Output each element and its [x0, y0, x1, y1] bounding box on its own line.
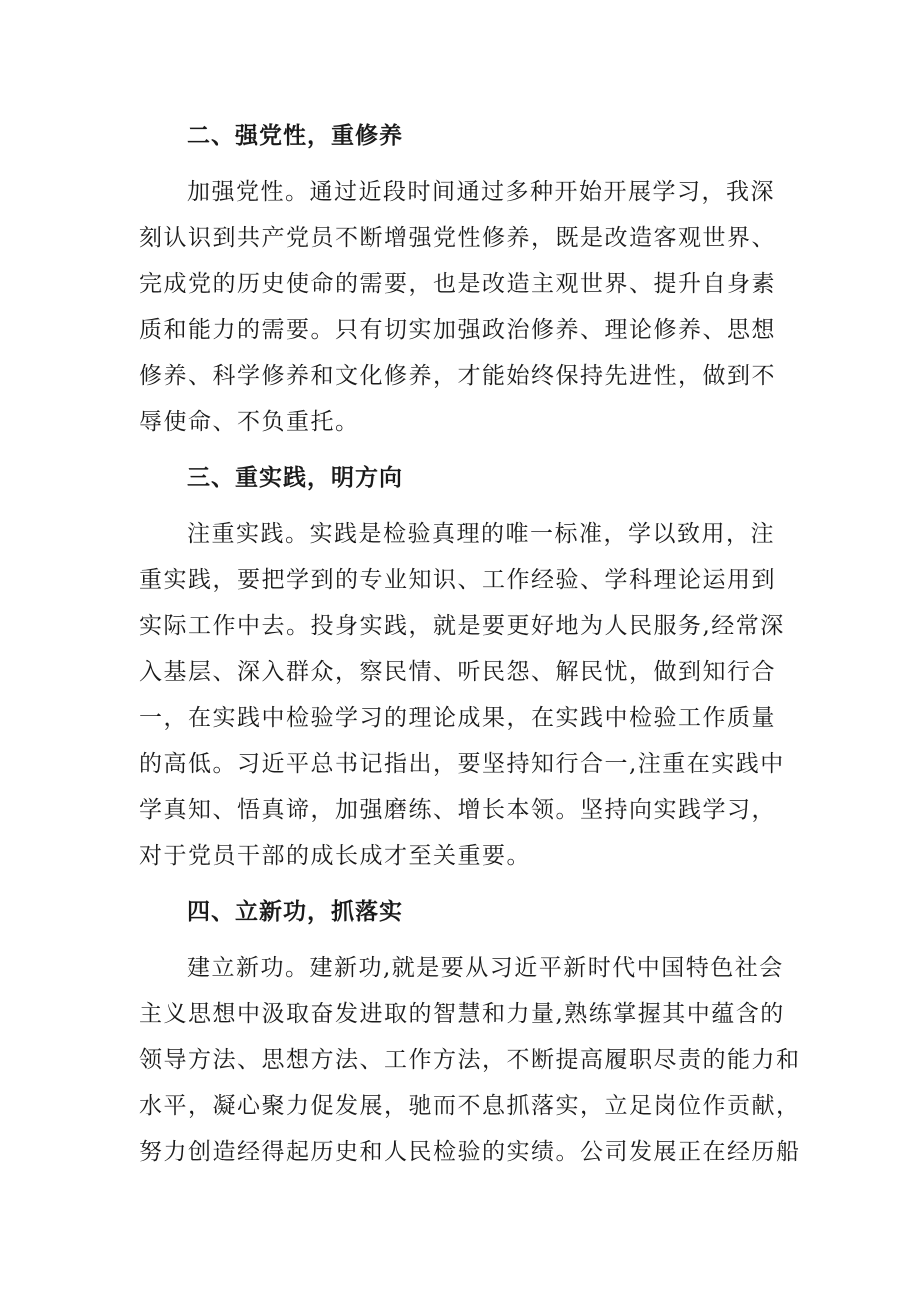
- paragraph-line: 完成党的历史使命的需要，也是改造主观世界、提升自身素: [139, 271, 776, 297]
- document-body: [139, 113, 799, 1185]
- section-paragraph-new-achievements: [139, 945, 799, 1175]
- paragraph-line: 领导方法、思想方法、工作方法，不断提高履职尽责的能力和: [139, 1047, 801, 1073]
- paragraph-line: 努力创造经得起历史和人民检验的实绩。公司发展正在经历船: [139, 1139, 801, 1165]
- paragraph-line: 重实践，要把学到的专业知识、工作经验、学科理论运用到: [139, 567, 776, 593]
- section-paragraph-practice: [139, 511, 799, 879]
- paragraph-line: 注重实践。实践是检验真理的唯一标准，学以致用，注: [187, 521, 775, 547]
- section-heading-new-achievements: 四、立新功，抓落实: [187, 898, 403, 925]
- paragraph-line: 对于党员干部的成长成才至关重要。: [139, 843, 531, 869]
- paragraph-line: 加强党性。通过近段时间通过多种开始开展学习，我深: [187, 179, 775, 205]
- paragraph-line: 水平，凝心聚力促发展，驰而不息抓落实，立足岗位作贡献，: [139, 1093, 801, 1119]
- paragraph-line: 刻认识到共产党员不断增强党性修养，既是改造客观世界、: [139, 225, 776, 251]
- section-paragraph-party-spirit: [139, 169, 799, 445]
- paragraph-line: 修养、科学修养和文化修养，才能始终保持先进性，做到不: [139, 363, 776, 389]
- paragraph-line: 一，在实践中检验学习的理论成果，在实践中检验工作质量: [139, 705, 776, 731]
- paragraph-line: 主义思想中汲取奋发进取的智慧和力量,熟练掌握其中蕴含的: [139, 1001, 785, 1027]
- section-heading-emphasize-practice: 三、重实践，明方向: [187, 464, 403, 491]
- section-heading-strengthen-party-spirit: 二、强党性，重修养: [187, 122, 403, 149]
- paragraph-line: 辱使命、不负重托。: [139, 409, 360, 435]
- paragraph-line: 建立新功。建新功,就是要从习近平新时代中国特色社会: [187, 955, 784, 981]
- paragraph-line: 学真知、悟真谛，加强磨练、增长本领。坚持向实践学习，: [139, 797, 776, 823]
- paragraph-line: 入基层、深入群众，察民情、听民怨、解民忧，做到知行合: [139, 659, 776, 685]
- paragraph-line: 实际工作中去。投身实践，就是要更好地为人民服务,经常深: [139, 613, 785, 639]
- paragraph-line: 质和能力的需要。只有切实加强政治修养、理论修养、思想: [139, 317, 776, 343]
- paragraph-line: 的高低。习近平总书记指出，要坚持知行合一,注重在实践中: [139, 751, 785, 777]
